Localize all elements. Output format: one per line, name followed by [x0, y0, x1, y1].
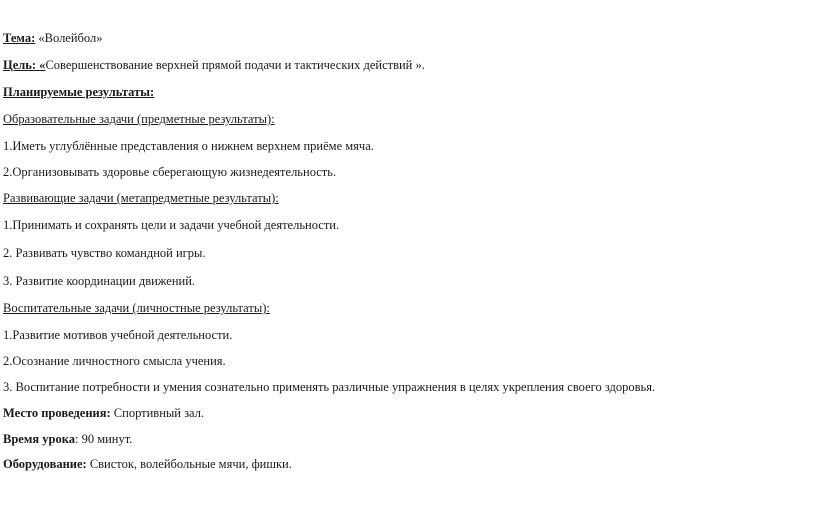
equipment-line: [3, 456, 292, 472]
duration-value: : 90 минут.: [74, 432, 133, 446]
goal-value: Совершенствование верхней прямой подачи и тактических действий ».: [45, 58, 425, 72]
equipment-value: Свисток, волейбольные мячи, фишки.: [86, 457, 292, 471]
goal-line: [3, 57, 425, 73]
venue-label: Место проведения:: [3, 406, 111, 420]
duration-line: [3, 431, 132, 447]
upbringing-task-item: 1.Развитие мотивов учебной деятельности.: [3, 328, 233, 342]
topic-line: [3, 30, 102, 46]
upbringing-tasks-heading: Воспитательные задачи (личностные результаты):: [3, 301, 270, 315]
developmental-task-item: 2. Развивать чувство командной игры.: [3, 246, 206, 260]
upbringing-task-item: 3. Воспитание потребности и умения сознательно применять различные упражнения в целях укрепления своего здоровья.: [3, 380, 656, 394]
duration-label: Время урока: [3, 432, 75, 446]
equipment-label: Оборудование:: [3, 457, 87, 471]
developmental-task-item: 1.Принимать и сохранять цели и задачи учебной деятельности.: [3, 218, 340, 232]
educational-tasks-heading: Образовательные задачи (предметные результаты):: [3, 112, 275, 126]
educational-task-item: 2.Организовывать здоровье сберегающую жизнедеятельность.: [3, 165, 337, 179]
developmental-tasks-heading: Развивающие задачи (метапредметные результаты):: [3, 191, 279, 205]
topic-label: Тема:: [3, 31, 36, 45]
planned-results-heading: Планируемые результаты:: [3, 85, 155, 99]
upbringing-task-item: 2.Осознание личностного смысла учения.: [3, 354, 226, 368]
developmental-task-item: 3. Развитие координации движений.: [3, 274, 196, 288]
venue-line: [3, 405, 204, 421]
topic-value: «Волейбол»: [35, 31, 103, 45]
venue-value: Спортивный зал.: [110, 406, 205, 420]
educational-task-item: 1.Иметь углублённые представления о нижнем верхнем приёме мяча.: [3, 139, 374, 153]
goal-label: Цель: «: [3, 58, 46, 72]
